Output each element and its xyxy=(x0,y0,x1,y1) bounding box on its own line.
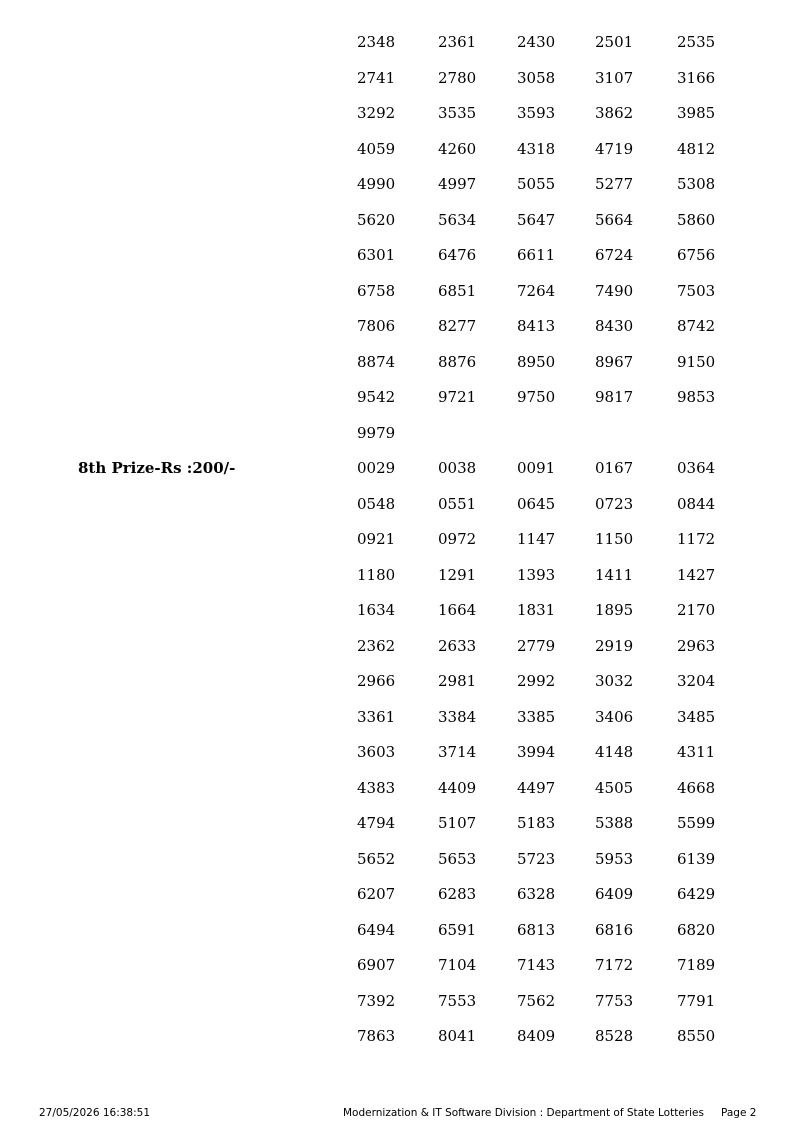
ticket-number: 4719 xyxy=(595,139,634,158)
ticket-number: 7104 xyxy=(438,956,477,974)
ticket-number: 9853 xyxy=(677,388,716,406)
ticket-number: 9750 xyxy=(517,388,556,406)
ticket-number: 1895 xyxy=(595,601,634,619)
ticket-number: 8876 xyxy=(438,352,477,371)
ticket-number: 6851 xyxy=(438,281,477,300)
ticket-number: 6813 xyxy=(517,920,556,939)
ticket-number: 4148 xyxy=(595,743,634,761)
ticket-number: 1634 xyxy=(357,601,396,619)
ticket-number: 0548 xyxy=(357,494,396,513)
ticket-number: 4497 xyxy=(517,778,556,797)
ticket-number: 0091 xyxy=(517,459,556,477)
ticket-number: 3485 xyxy=(677,707,716,726)
footer-division: Modernization & IT Software Division : Department of State Lotteries xyxy=(343,1107,704,1119)
ticket-number: 1427 xyxy=(677,565,716,584)
ticket-number: 9721 xyxy=(438,388,477,406)
ticket-number: 8528 xyxy=(595,1027,634,1045)
ticket-number: 6591 xyxy=(438,920,477,939)
ticket-number: 2348 xyxy=(357,33,396,51)
ticket-number: 3384 xyxy=(438,707,477,726)
ticket-number: 4997 xyxy=(438,175,477,193)
ticket-number: 4505 xyxy=(595,778,634,797)
ticket-number: 4409 xyxy=(438,778,477,797)
ticket-number: 4383 xyxy=(357,778,396,797)
ticket-number: 9817 xyxy=(595,388,634,406)
ticket-number: 0167 xyxy=(595,459,634,477)
ticket-number: 6476 xyxy=(438,246,477,264)
ticket-number: 8413 xyxy=(517,317,556,335)
ticket-number: 8409 xyxy=(517,1027,556,1045)
ticket-number: 7490 xyxy=(595,281,634,300)
ticket-number: 5620 xyxy=(357,210,396,229)
ticket-number: 8950 xyxy=(517,352,556,371)
ticket-number: 2741 xyxy=(357,68,396,87)
ticket-number: 1147 xyxy=(517,530,556,548)
ticket-number: 5055 xyxy=(517,175,556,193)
ticket-number: 0844 xyxy=(677,494,716,513)
ticket-number: 7562 xyxy=(517,991,556,1010)
ticket-number: 1172 xyxy=(677,530,716,548)
ticket-number: 8967 xyxy=(595,352,634,371)
ticket-number: 3593 xyxy=(517,104,556,122)
ticket-number: 7172 xyxy=(595,956,634,974)
ticket-number: 4260 xyxy=(438,139,477,158)
ticket-number: 0038 xyxy=(438,459,477,477)
ticket-number: 7264 xyxy=(517,281,556,300)
ticket-number: 4990 xyxy=(357,175,396,193)
ticket-number: 6816 xyxy=(595,920,634,939)
ticket-number: 0972 xyxy=(438,530,477,548)
ticket-number: 3058 xyxy=(517,68,556,87)
ticket-number: 1150 xyxy=(595,530,634,548)
ticket-number: 5388 xyxy=(595,814,634,832)
ticket-number: 6756 xyxy=(677,246,716,264)
ticket-number: 5860 xyxy=(677,210,716,229)
ticket-number: 8874 xyxy=(357,352,396,371)
ticket-number: 3603 xyxy=(357,743,396,761)
ticket-number: 5634 xyxy=(438,210,477,229)
ticket-number: 6611 xyxy=(517,246,556,264)
ticket-number: 3985 xyxy=(677,104,716,122)
ticket-number: 8041 xyxy=(438,1027,477,1045)
ticket-number: 5953 xyxy=(595,849,634,868)
ticket-number: 1393 xyxy=(517,565,556,584)
ticket-number: 2992 xyxy=(517,672,556,690)
ticket-number: 6820 xyxy=(677,920,716,939)
ticket-number: 8277 xyxy=(438,317,477,335)
ticket-number: 5599 xyxy=(677,814,716,832)
ticket-number: 2362 xyxy=(357,636,396,655)
ticket-number: 6494 xyxy=(357,920,396,939)
ticket-number: 0551 xyxy=(438,494,477,513)
ticket-number: 7189 xyxy=(677,956,716,974)
ticket-number: 3292 xyxy=(357,104,396,122)
ticket-number: 7553 xyxy=(438,991,477,1010)
ticket-number: 2501 xyxy=(595,33,634,51)
ticket-number: 2430 xyxy=(517,33,556,51)
ticket-number: 3204 xyxy=(677,672,716,690)
ticket-number: 2966 xyxy=(357,672,396,690)
ticket-number: 1180 xyxy=(357,565,396,584)
ticket-number: 0921 xyxy=(357,530,396,548)
ticket-number: 7392 xyxy=(357,991,396,1010)
ticket-number: 0364 xyxy=(677,459,716,477)
ticket-number: 6283 xyxy=(438,885,477,903)
ticket-number: 4311 xyxy=(677,743,716,761)
ticket-number: 4318 xyxy=(517,139,556,158)
ticket-number: 6758 xyxy=(357,281,396,300)
ticket-number: 9150 xyxy=(677,352,716,371)
page-footer xyxy=(0,1106,800,1122)
ticket-number: 2963 xyxy=(677,636,716,655)
ticket-number: 5107 xyxy=(438,814,477,832)
ticket-number: 3714 xyxy=(438,743,477,761)
ticket-number: 8430 xyxy=(595,317,634,335)
ticket-number: 2535 xyxy=(677,33,716,51)
ticket-number: 3406 xyxy=(595,707,634,726)
ticket-number: 4812 xyxy=(677,139,716,158)
ticket-number: 7791 xyxy=(677,991,716,1010)
ticket-number: 1664 xyxy=(438,601,477,619)
ticket-number: 4059 xyxy=(357,139,396,158)
ticket-number: 1831 xyxy=(517,601,556,619)
ticket-number: 3535 xyxy=(438,104,477,122)
ticket-number: 5664 xyxy=(595,210,634,229)
ticket-number: 2170 xyxy=(677,601,716,619)
ticket-number: 9979 xyxy=(357,423,396,442)
ticket-number: 8742 xyxy=(677,317,716,335)
ticket-number: 2981 xyxy=(438,672,477,690)
ticket-number: 8550 xyxy=(677,1027,716,1045)
ticket-number: 5723 xyxy=(517,849,556,868)
ticket-number: 6907 xyxy=(357,956,396,974)
ticket-number: 5652 xyxy=(357,849,396,868)
ticket-number: 0029 xyxy=(357,459,396,477)
ticket-number: 3166 xyxy=(677,68,716,87)
footer-page-number: Page 2 xyxy=(721,1107,757,1119)
ticket-number: 6724 xyxy=(595,246,634,264)
ticket-number: 6207 xyxy=(357,885,396,903)
ticket-number: 0645 xyxy=(517,494,556,513)
ticket-number: 6429 xyxy=(677,885,716,903)
ticket-number: 3385 xyxy=(517,707,556,726)
ticket-number: 4668 xyxy=(677,778,716,797)
ticket-number: 7503 xyxy=(677,281,716,300)
ticket-number: 6139 xyxy=(677,849,716,868)
ticket-number: 3994 xyxy=(517,743,556,761)
ticket-number: 2361 xyxy=(438,33,477,51)
ticket-number: 1411 xyxy=(595,565,634,584)
ticket-number: 7863 xyxy=(357,1027,396,1045)
ticket-number: 1291 xyxy=(438,565,477,584)
ticket-number: 0723 xyxy=(595,494,634,513)
ticket-number: 5308 xyxy=(677,175,716,193)
ticket-number: 7143 xyxy=(517,956,556,974)
prize-label: 8th Prize-Rs :200/- xyxy=(78,459,236,477)
ticket-number: 3107 xyxy=(595,68,634,87)
ticket-number: 6409 xyxy=(595,885,634,903)
ticket-number: 7806 xyxy=(357,317,396,335)
ticket-number: 5277 xyxy=(595,175,634,193)
ticket-number: 6328 xyxy=(517,885,556,903)
ticket-number: 6301 xyxy=(357,246,396,264)
ticket-number: 3361 xyxy=(357,707,396,726)
footer-datetime: 27/05/2026 16:38:51 xyxy=(39,1107,151,1119)
ticket-number: 7753 xyxy=(595,991,634,1010)
ticket-number: 3862 xyxy=(595,104,634,122)
ticket-number: 5183 xyxy=(517,814,556,832)
ticket-number: 2779 xyxy=(517,636,556,655)
ticket-number: 2780 xyxy=(438,68,477,87)
ticket-number: 9542 xyxy=(357,388,396,406)
ticket-number: 3032 xyxy=(595,672,634,690)
ticket-number: 4794 xyxy=(357,814,396,832)
ticket-number: 2919 xyxy=(595,636,634,655)
ticket-number: 2633 xyxy=(438,636,477,655)
ticket-number: 5653 xyxy=(438,849,477,868)
ticket-number: 5647 xyxy=(517,210,556,229)
